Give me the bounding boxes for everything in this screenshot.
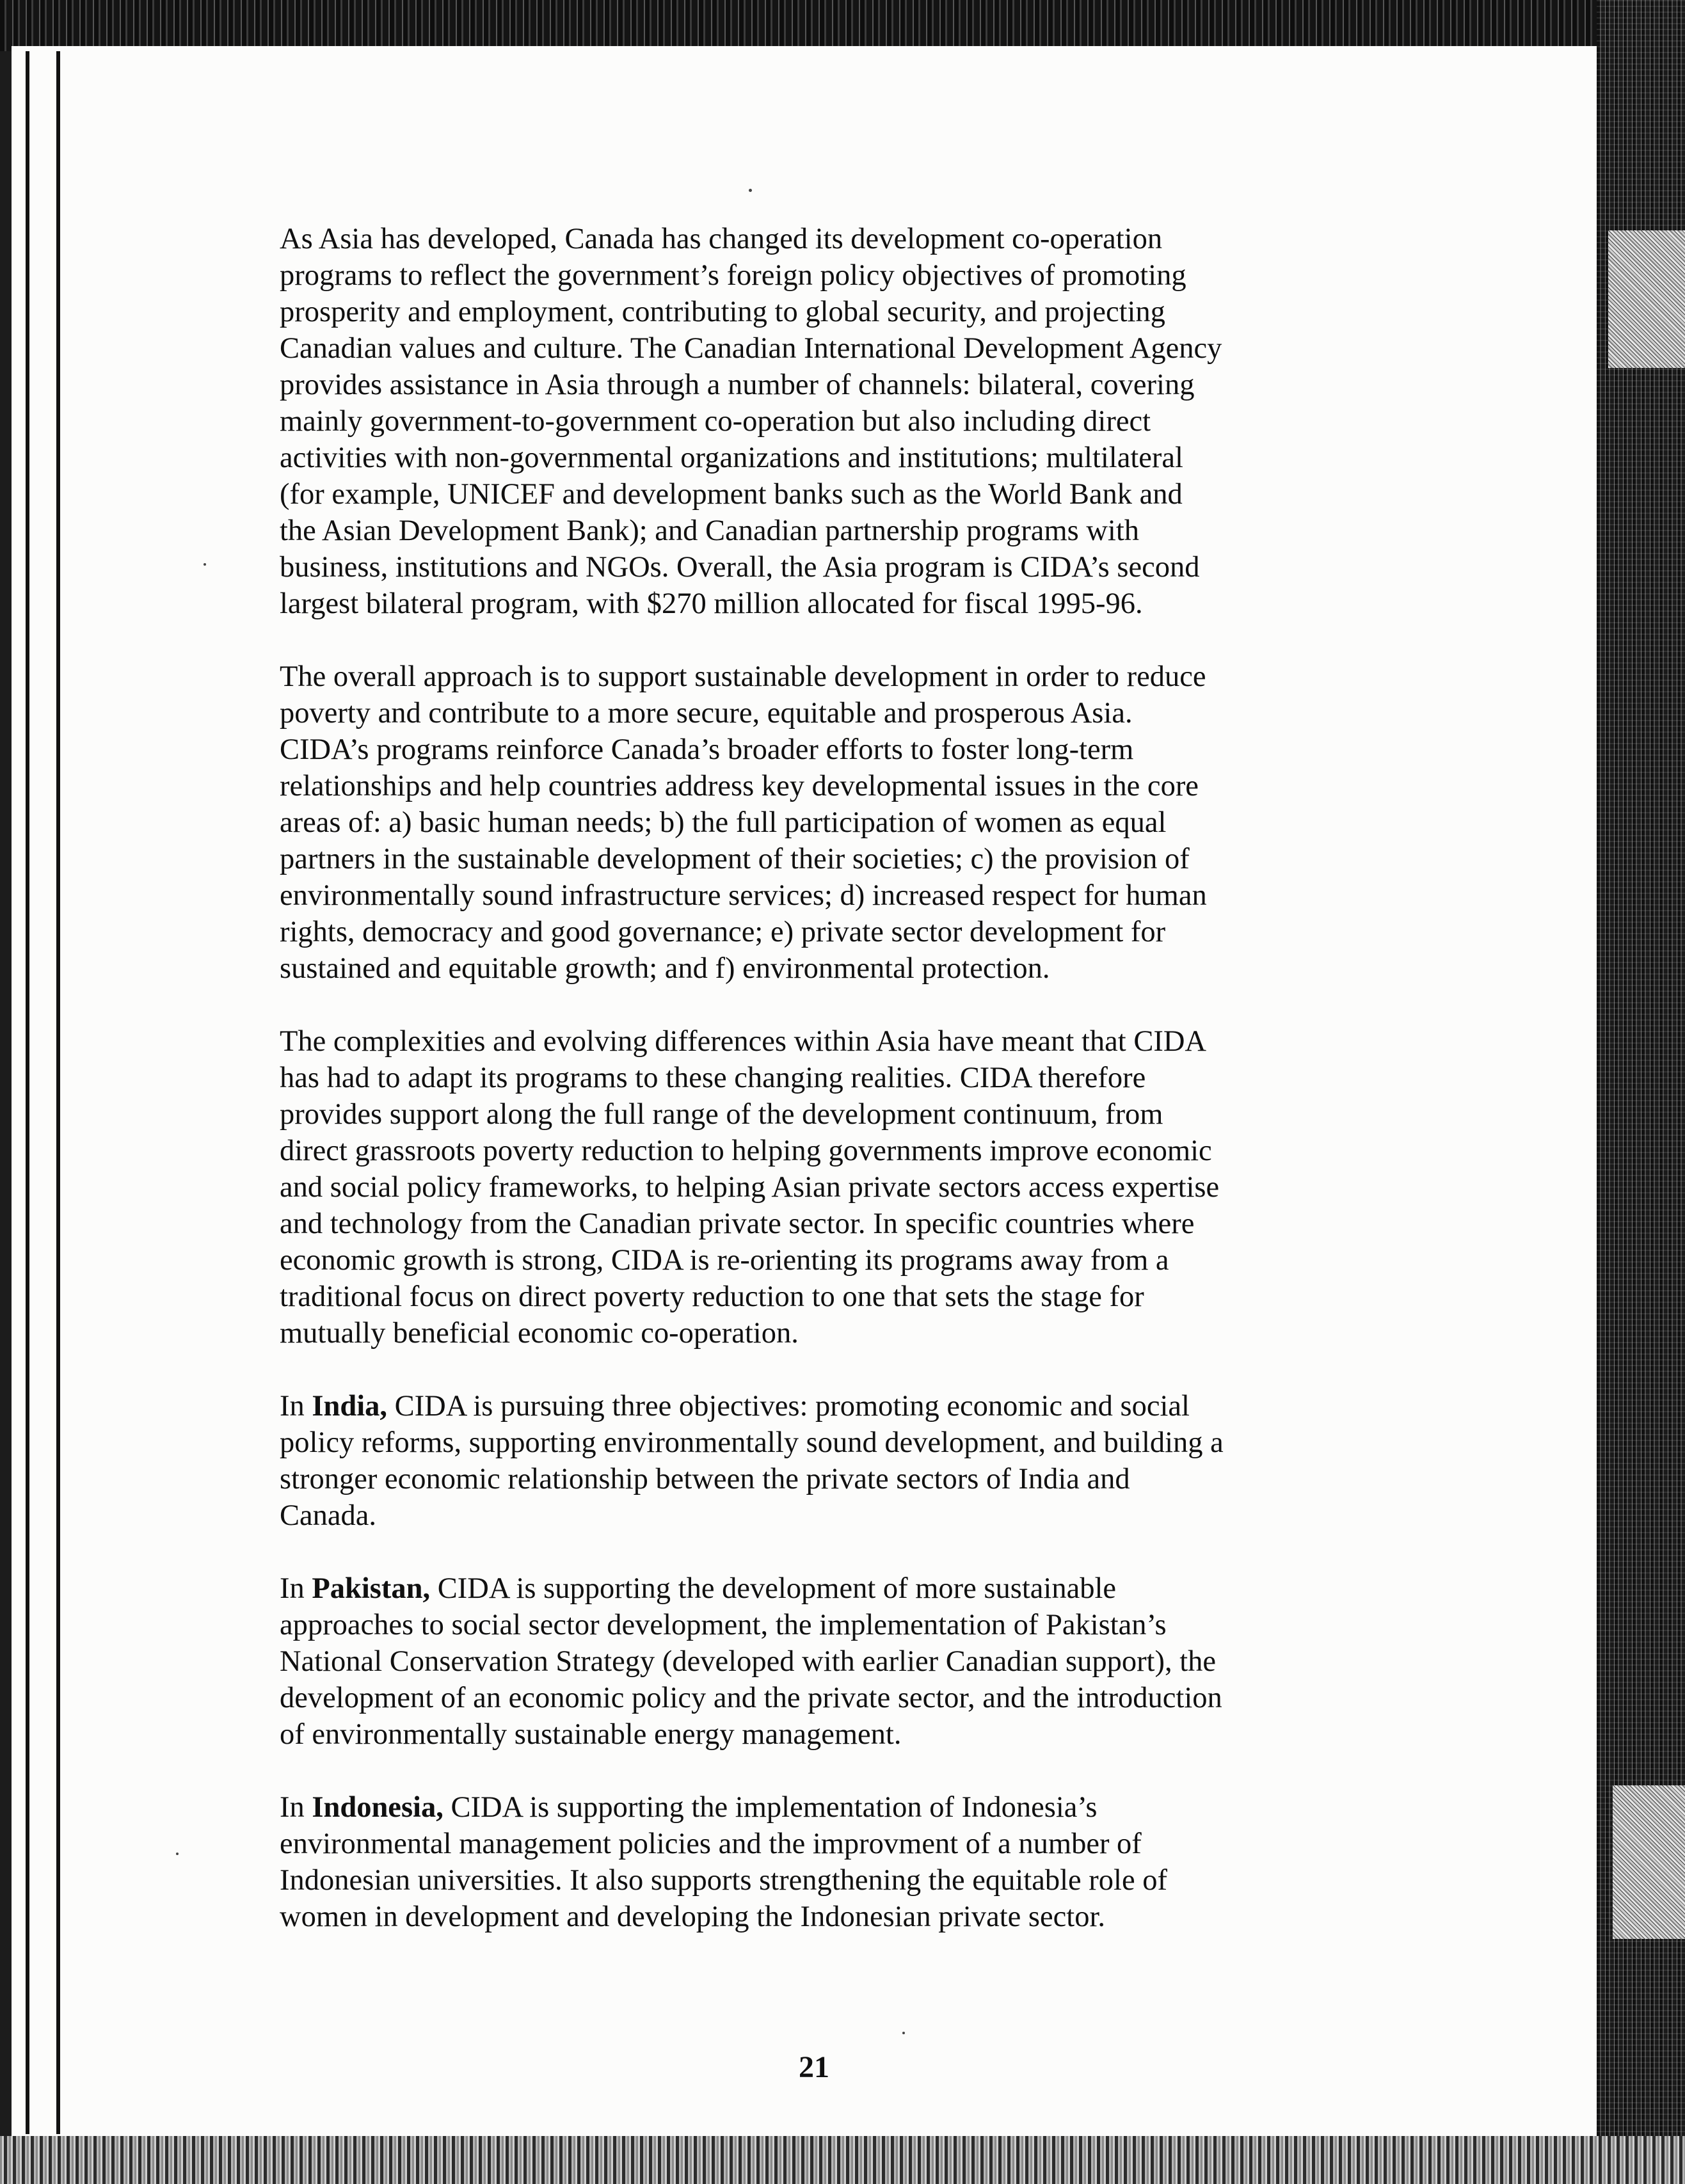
scan-noise-patch-bottom: [1613, 1785, 1685, 1939]
binder-line-outer: [26, 51, 29, 2134]
country-name-pakistan: Pakistan,: [312, 1572, 431, 1605]
text-line: provides support along the full range of the development continuum, from: [280, 1098, 1163, 1131]
indonesia-lead: In: [280, 1791, 312, 1824]
pakistan-lead: In: [280, 1572, 312, 1605]
paragraph-asia-overview: [280, 221, 1361, 622]
text-line: direct grassroots poverty reduction to helping governments improve economic: [280, 1135, 1212, 1167]
scan-noise-patch-top: [1608, 230, 1685, 368]
text-line: stronger economic relationship between the private sectors of India and: [280, 1463, 1130, 1495]
scan-speck: [902, 2032, 905, 2034]
scan-border-top: [0, 0, 1685, 51]
text-line: has had to adapt its programs to these changing realities. CIDA therefore: [280, 1062, 1146, 1094]
paragraph-overall-approach: [280, 658, 1361, 987]
paragraph-india: [280, 1388, 1361, 1534]
text-line: Canada.: [280, 1499, 377, 1532]
text-line: approaches to social sector development, the implementation of Pakistan’s: [280, 1609, 1167, 1641]
india-first-line: [280, 1388, 1361, 1424]
paragraph-pakistan: [280, 1570, 1361, 1753]
text-line: CIDA’s programs reinforce Canada’s broader efforts to foster long-term: [280, 733, 1134, 766]
text-line: provides assistance in Asia through a number of channels: bilateral, covering: [280, 369, 1195, 401]
text-line: poverty and contribute to a more secure, equitable and prosperous Asia.: [280, 697, 1133, 729]
text-line: partners in the sustainable development of their societies; c) the provision of: [280, 843, 1190, 875]
text-line: Canadian values and culture. The Canadian International Development Agency: [280, 332, 1222, 365]
text-line: relationships and help countries address key developmental issues in the core: [280, 770, 1199, 802]
text-line: (for example, UNICEF and development banks such as the World Bank and: [280, 478, 1183, 511]
scan-speck: [749, 189, 752, 192]
text-line: the Asian Development Bank); and Canadian partnership programs with: [280, 514, 1140, 547]
pakistan-first-line: [280, 1570, 1361, 1607]
text-line: The overall approach is to support sustainable development in order to reduce: [280, 660, 1206, 693]
text-line: of environmentally sustainable energy management.: [280, 1718, 902, 1751]
indonesia-first-line-rest: CIDA is supporting the implementation of Indonesia’s: [443, 1791, 1098, 1824]
binder-line-inner: [56, 51, 60, 2134]
country-name-indonesia: Indonesia,: [312, 1791, 443, 1824]
text-line: prosperity and employment, contributing to global security, and projecting: [280, 296, 1165, 328]
text-line: traditional focus on direct poverty reduction to one that sets the stage for: [280, 1280, 1144, 1313]
text-line: policy reforms, supporting environmentally sound development, and building a: [280, 1426, 1224, 1459]
text-line: mainly government-to-government co-operation but also including direct: [280, 405, 1151, 438]
text-line: areas of: a) basic human needs; b) the full participation of women as equal: [280, 806, 1167, 839]
indonesia-first-line: [280, 1789, 1361, 1826]
paragraph-indonesia: [280, 1789, 1361, 1935]
paragraph-complexities: [280, 1023, 1361, 1351]
text-line: and social policy frameworks, to helping Asian private sectors access expertise: [280, 1171, 1220, 1204]
text-line: development of an economic policy and the private sector, and the introduction: [280, 1682, 1222, 1714]
text-line: environmentally sound infrastructure services; d) increased respect for human: [280, 879, 1207, 912]
text-line: and technology from the Canadian private sector. In specific countries where: [280, 1208, 1195, 1240]
text-line: business, institutions and NGOs. Overall, the Asia program is CIDA’s second: [280, 551, 1200, 584]
scan-border-bottom: [0, 2136, 1685, 2184]
pakistan-first-line-rest: CIDA is supporting the development of more sustainable: [430, 1572, 1117, 1605]
india-lead: In: [280, 1390, 312, 1423]
text-line: economic growth is strong, CIDA is re-orienting its programs away from a: [280, 1244, 1169, 1277]
text-line: Indonesian universities. It also supports strengthening the equitable role of: [280, 1864, 1167, 1897]
text-line: As Asia has developed, Canada has changed its development co-operation: [280, 223, 1163, 255]
country-name-india: India,: [312, 1390, 387, 1423]
text-line: activities with non-governmental organizations and institutions; multilateral: [280, 442, 1183, 474]
india-first-line-rest: CIDA is pursuing three objectives: promoting economic and social: [387, 1390, 1190, 1423]
document-body: [280, 221, 1361, 1972]
scan-speck: [176, 1853, 179, 1855]
text-line: women in development and developing the Indonesian private sector.: [280, 1901, 1106, 1933]
text-line: The complexities and evolving differences within Asia have meant that CIDA: [280, 1025, 1206, 1058]
text-line: National Conservation Strategy (developed with earlier Canadian support), the: [280, 1645, 1217, 1678]
text-line: sustained and equitable growth; and f) environmental protection.: [280, 952, 1050, 985]
page-number: 21: [799, 2050, 829, 2084]
text-line: largest bilateral program, with $270 million allocated for fiscal 1995-96.: [280, 587, 1143, 620]
text-line: rights, democracy and good governance; e) private sector development for: [280, 916, 1166, 948]
scan-speck: [204, 563, 206, 566]
text-line: environmental management policies and the improvment of a number of: [280, 1828, 1142, 1860]
text-line: programs to reflect the government’s foreign policy objectives of promoting: [280, 259, 1186, 292]
text-line: mutually beneficial economic co-operation.: [280, 1317, 799, 1350]
